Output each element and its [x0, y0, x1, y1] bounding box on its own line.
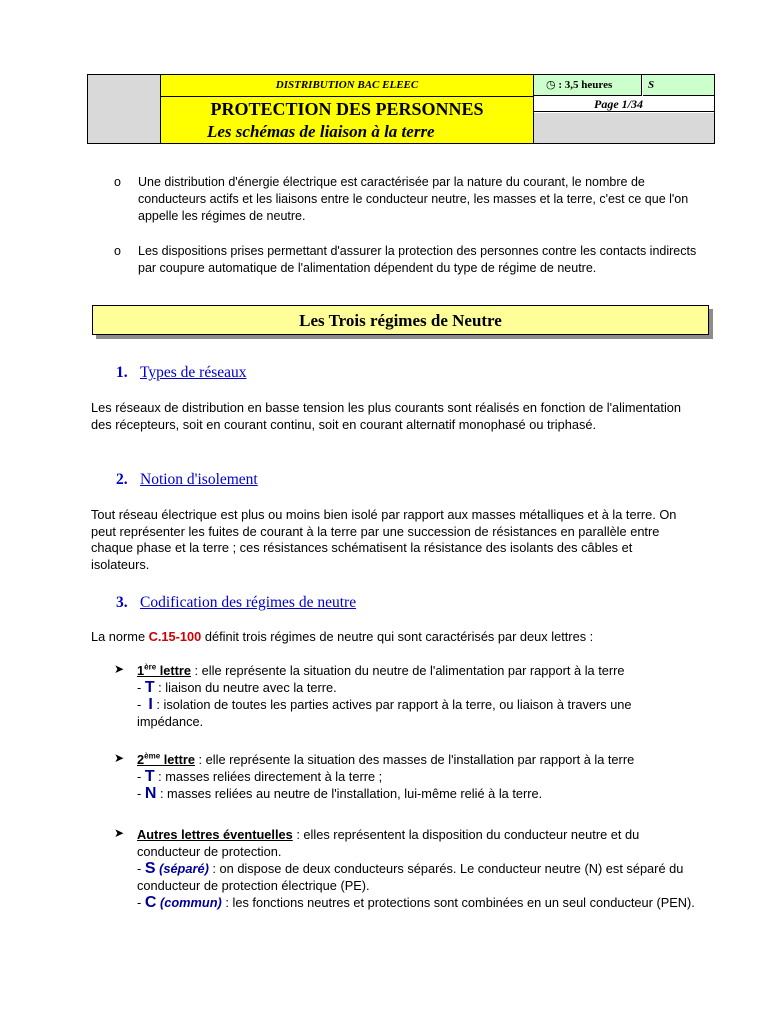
- arrow-bullet-icon: ➤: [114, 662, 125, 676]
- first-letter-i: - I : isolation de toutes les parties actives par rapport à la terre, ou liaison à travers une impédance.: [137, 696, 632, 729]
- header-table: [87, 74, 715, 144]
- second-letter-t: - T : masses reliées directement à la terre ;: [137, 768, 383, 785]
- letter-i: I: [148, 696, 153, 713]
- section-banner: Les Trois régimes de Neutre: [92, 305, 709, 335]
- arrow-bullet-icon: ➤: [114, 751, 125, 765]
- first-letter-label: 1ère lettre: [137, 662, 191, 678]
- bullet-icon: o: [114, 244, 121, 258]
- second-letter-n: - N : masses reliées au neutre de l'installation, lui-même relié à la terre.: [137, 785, 543, 802]
- second-letter-desc: : elle représente la situation des masses de l'installation par rapport à la terre: [195, 752, 635, 767]
- doc-title: PROTECTION DES PERSONNES: [210, 99, 484, 119]
- second-letter-line: [137, 751, 697, 768]
- section-title[interactable]: Types de réseaux: [140, 364, 247, 381]
- title-cell: [161, 97, 534, 143]
- text-segment: définit trois régimes de neutre qui sont caractérisés par deux lettres :: [201, 629, 594, 644]
- letter-n: N: [144, 785, 157, 802]
- first-letter-desc: : elle représente la situation du neutre de l'alimentation par rapport à la terre: [191, 663, 625, 678]
- other-letters-desc: : elles représentent la disposition du conducteur neutre et du conducteur de protection.: [137, 827, 640, 859]
- section-number: 1.: [116, 364, 128, 381]
- text-segment: La norme: [91, 629, 149, 644]
- other-letters-s: - S (séparé) : on dispose de deux conducteurs séparés. Le conducteur neutre (N) est séparé du conducteur de protection électrique (PE).: [137, 860, 684, 893]
- intro-text: Une distribution d'énergie électrique est caractérisée par la nature du courant, le nombre de conducteurs actifs et les liaisons entre le conducteur neutre, les masses et la terre, c'est ce que l'on appelle les régimes de neutre.: [138, 175, 689, 223]
- norm-reference: C.15-100: [148, 629, 202, 644]
- section-title[interactable]: Notion d'isolement: [140, 471, 258, 488]
- commun-word: (commun): [159, 895, 222, 910]
- letter-t: T: [144, 679, 155, 696]
- section-text-1: Les réseaux de distribution en basse tension les plus courants sont réalisés en fonction de l'alimentation des récepteurs, soit en courant continu, soit en courant alternatif monophasé ou triphasé.: [91, 400, 682, 432]
- letter-c: C: [144, 894, 157, 911]
- other-letters-c: - C (commun) : les fonctions neutres et protections sont combinées en un seul conducteur (PEN).: [137, 894, 695, 911]
- other-letters-item: [137, 826, 697, 911]
- duration-label: ◷ : 3,5 heures: [534, 75, 642, 96]
- second-letter-label: 2ème lettre: [137, 751, 195, 767]
- page-number: Page 1/34: [534, 97, 714, 112]
- letter-t: T: [144, 768, 155, 785]
- section-title[interactable]: Codification des régimes de neutre: [140, 594, 357, 611]
- section-label: S: [643, 75, 714, 96]
- course-label: DISTRIBUTION BAC ELEEC: [161, 75, 534, 97]
- letter-s: S: [144, 860, 156, 877]
- doc-subtitle: Les schémas de liaison à la terre: [207, 122, 435, 141]
- logo-cell: [88, 75, 161, 143]
- intro-text: Les dispositions prises permettant d'assurer la protection des personnes contre les contacts indirects par coupure automatique de l'alimentation dépendent du type de régime de neutre.: [138, 244, 697, 275]
- section-number: 3.: [116, 594, 128, 611]
- other-letters-label: Autres lettres éventuelles: [137, 827, 293, 842]
- first-letter-item: [137, 662, 697, 730]
- section-text-3: [91, 629, 691, 646]
- bullet-icon: o: [114, 175, 121, 189]
- section-number: 2.: [116, 471, 128, 488]
- section-text-2: Tout réseau électrique est plus ou moins bien isolé par rapport aux masses métalliques et à la terre. On peut représenter les fuites de courant à la terre par une succession de résistances en parallèle entre chaque phase et la terre ; ces résistances schématisent la résistance des isolants des câbles et isolateurs.: [91, 507, 677, 572]
- second-letter-item: [137, 751, 697, 802]
- other-letters-line: [137, 826, 697, 860]
- arrow-bullet-icon: ➤: [114, 826, 125, 840]
- separe-word: (séparé): [159, 861, 209, 876]
- first-letter-t: - T : liaison du neutre avec la terre.: [137, 679, 337, 696]
- blank-cell: [534, 113, 714, 143]
- first-letter-line: [137, 662, 697, 679]
